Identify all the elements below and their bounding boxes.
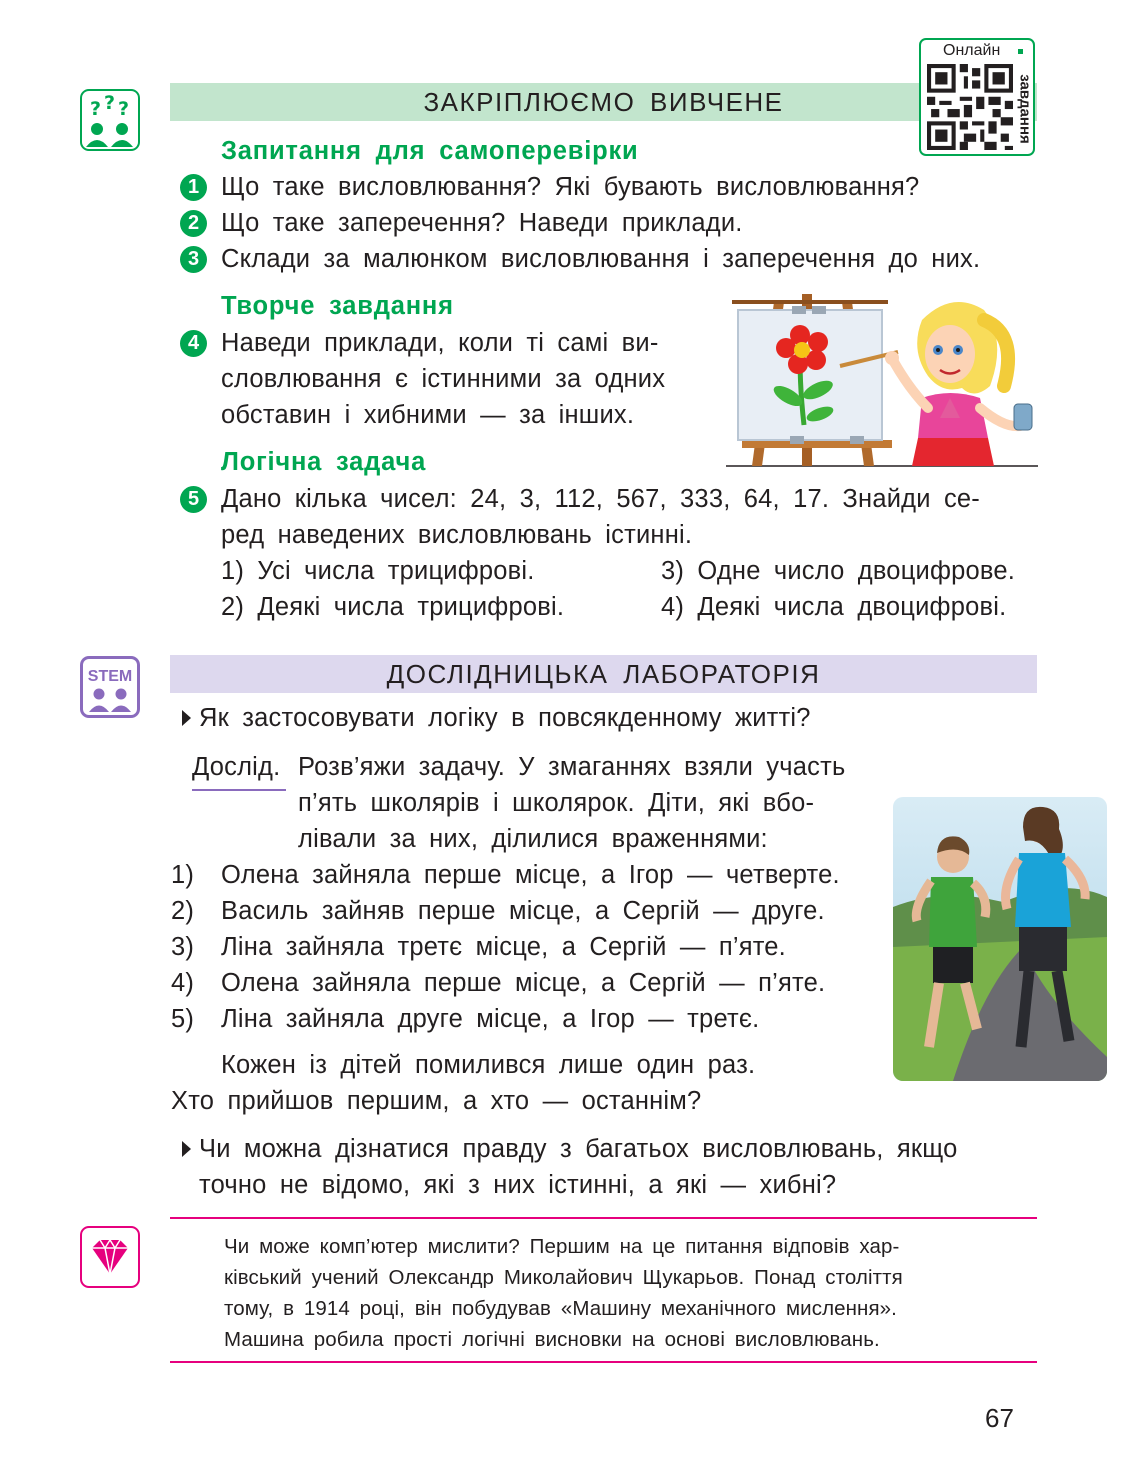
statement-3: Ліна зайняла третє місце, а Сергій — п’яте. [221,933,786,961]
svg-text:STEM: STEM [87,668,133,685]
question-5-line-1: Дано кілька чисел: 24, 3, 112, 567, 333, 64, 17. Знайди се- [221,485,980,513]
subhead-logic: Логічна задача [221,448,427,476]
online-label: Онлайн [943,42,1001,59]
diamond-icon [80,1226,140,1288]
experiment-underline [192,789,286,791]
subhead-creative: Творче завдання [221,292,454,320]
think-section-icon [80,89,140,151]
girl-painting-illustration [722,290,1042,470]
option-1: 1) Усі числа трицифрові. [221,557,535,585]
number-badge-1: 1 [180,174,207,201]
experiment-intro-line-3: лівали за них, ділилися враженнями: [298,825,768,853]
number-badge-5: 5 [180,486,207,513]
statement-4-number: 4) [171,969,195,997]
statement-2-number: 2) [171,897,195,925]
statement-1: Олена зайняла перше місце, а Ігор — четверте. [221,861,840,889]
option-4: 4) Деякі числа двоцифрові. [661,593,1007,621]
statement-1-number: 1) [171,861,195,889]
experiment-intro-line-1: Розв’яжи задачу. У змаганнях взяли участь [298,753,846,781]
conclusion-line-1: Кожен із дітей помилився лише один раз. [221,1051,756,1079]
question-4-line-2: словлювання є істинними за одних [221,365,666,393]
qr-code-icon [927,64,1013,150]
question-2: Що таке заперечення? Наведи приклади. [221,209,743,237]
question-5-line-2: ред наведених висловлювань істинні. [221,521,693,549]
statement-2: Василь зайняв перше місце, а Сергій — друге. [221,897,825,925]
statement-5: Ліна зайняла друге місце, а Ігор — третє. [221,1005,760,1033]
tasks-vertical-label: завдання [1016,74,1034,144]
option-3: 3) Одне число двоцифрове. [661,557,1016,585]
section-banner-consolidate: ЗАКРІПЛЮЄМО ВИВЧЕНЕ [170,83,1037,121]
section-banner-research-lab: ДОСЛІДНИЦЬКА ЛАБОРАТОРІЯ [170,655,1037,693]
svg-text:?: ? [104,92,116,114]
number-badge-2: 2 [180,210,207,237]
lab-question-1: Як застосовувати логіку в повсякденному житті? [199,704,811,732]
stem-section-icon [80,656,140,718]
online-dot-icon [1018,49,1023,54]
running-children-photo [893,797,1107,1081]
number-badge-4: 4 [180,330,207,357]
fact-top-divider [170,1217,1037,1219]
question-1: Що таке висловлювання? Які бувають висловлювання? [221,173,920,201]
subhead-self-check: Запитання для самоперевірки [221,137,639,165]
experiment-label: Дослід. [192,753,281,781]
statement-5-number: 5) [171,1005,195,1033]
svg-text:?: ? [118,98,130,120]
bullet-arrow-icon [182,1141,191,1157]
question-3: Склади за малюнком висловлювання і заперечення до них. [221,245,981,273]
conclusion-line-2: Хто прийшов першим, а хто — останнім? [171,1087,702,1115]
fact-line-3: тому, в 1914 році, він побудував «Машину механічного мислення». [224,1297,897,1320]
statement-4: Олена зайняла перше місце, а Сергій — п’яте. [221,969,826,997]
svg-text:?: ? [90,98,102,120]
question-4-line-1: Наведи приклади, коли ті самі ви- [221,329,659,357]
fact-line-4: Машина робила прості логічні висновки на основі висловлювань. [224,1328,880,1351]
number-badge-3: 3 [180,246,207,273]
lab-question-2-line-2: точно не відомо, які з них істинні, а які — хибні? [199,1171,837,1199]
bullet-arrow-icon [182,710,191,726]
question-4-line-3: обставин і хибними — за інших. [221,401,635,429]
fact-bottom-divider [170,1361,1037,1363]
option-2: 2) Деякі числа трицифрові. [221,593,565,621]
fact-line-1: Чи може комп’ютер мислити? Першим на це питання відповів хар- [224,1235,900,1258]
experiment-intro-line-2: п’ять школярів і школярок. Діти, які вбо- [298,789,815,817]
page-number: 67 [985,1403,1014,1433]
online-tasks-qr[interactable] [919,38,1035,156]
fact-line-2: ківський учений Олександр Миколайович Щукарьов. Понад століття [224,1266,903,1289]
lab-question-2-line-1: Чи можна дізнатися правду з багатьох висловлювань, якщо [199,1135,958,1163]
statement-3-number: 3) [171,933,195,961]
